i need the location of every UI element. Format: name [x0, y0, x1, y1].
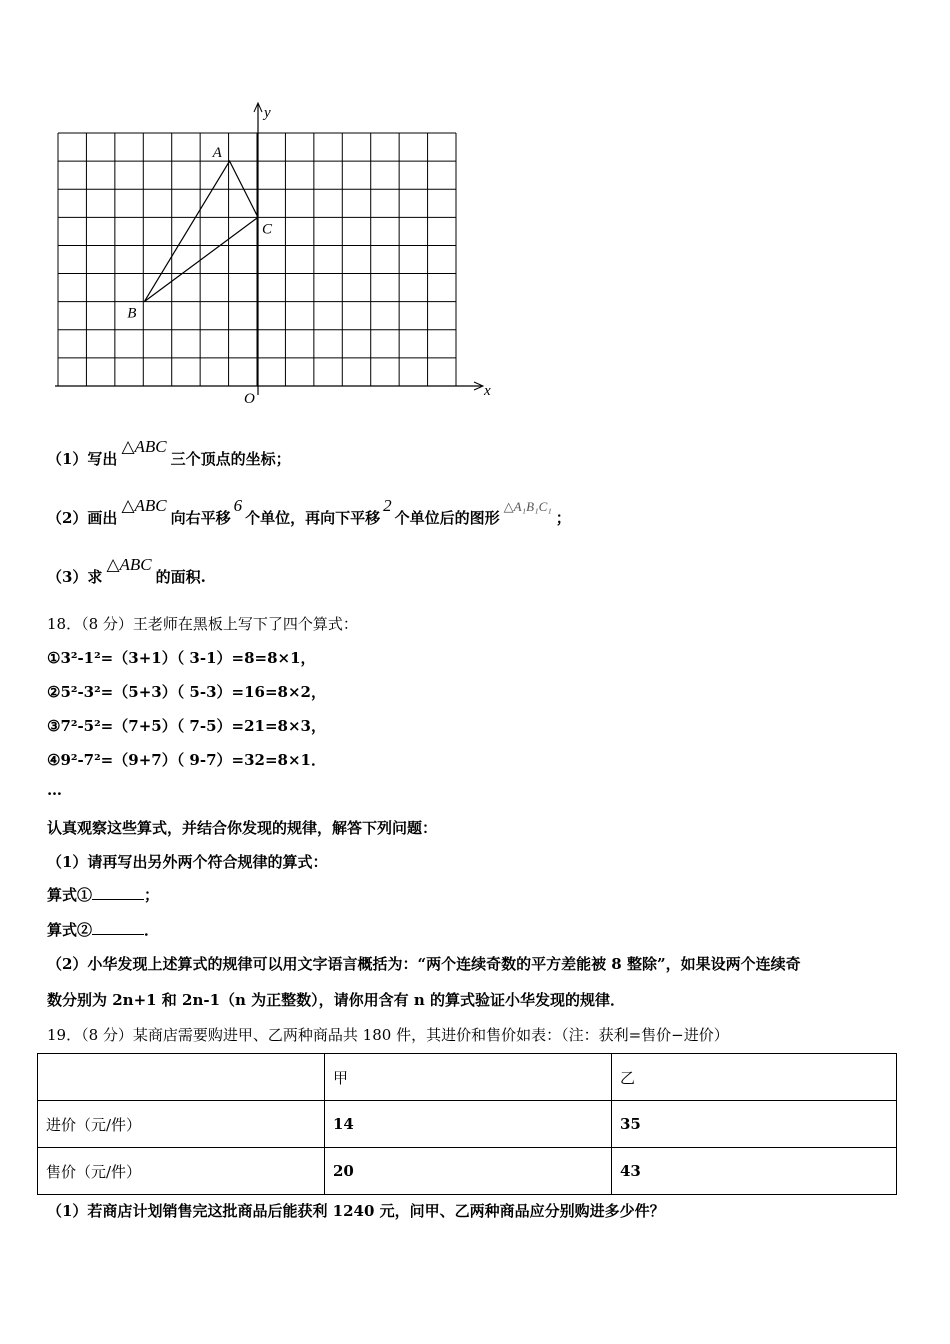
coordinate-grid-figure [0, 0, 950, 420]
price-table [37, 1053, 897, 1195]
table-cell-label: 售价（元/件） [38, 1148, 325, 1195]
q17-p2-number2: 2 [383, 496, 392, 515]
blank-1-end: ； [144, 886, 160, 904]
q17-part3 [47, 555, 206, 587]
y-axis-label: y [264, 105, 271, 121]
q17-p2-end: ； [555, 509, 571, 527]
table-cell: 35 [612, 1101, 897, 1148]
q17-p3-prefix: （3）求 [47, 568, 103, 586]
q19-heading: 19．（8 分）某商店需要购进甲、乙两种商品共 180 件，其进价和售价如表：（注：获利=售价−进价） [47, 1026, 729, 1044]
q18-intro: 认真观察这些算式，并结合你发现的规律，解答下列问题： [47, 819, 438, 837]
q17-p3-suffix: 的面积. [155, 568, 206, 586]
q18-ellipsis: … [47, 781, 62, 799]
table-cell: 14 [325, 1101, 612, 1148]
q18-part2-line2: 数分别为 2n+1 和 2n-1（n 为正整数），请你用含有 n 的算式验证小华发现的规律． [47, 991, 626, 1009]
table-cell: 43 [612, 1148, 897, 1195]
table-header-jia: 甲 [325, 1054, 612, 1101]
q17-p1-prefix: （1）写出 [47, 450, 118, 468]
q18-part2-line1: （2）小华发现上述算式的规律可以用文字语言概括为：“两个连续奇数的平方差能被 8 整除”，如果设两个连续奇 [47, 955, 801, 973]
table-cell [38, 1054, 325, 1101]
blank-1-label: 算式① [47, 886, 93, 904]
blank-2-end: ． [144, 921, 160, 939]
q17-part1 [47, 437, 291, 469]
triangle-symbol: △ABC [121, 496, 167, 515]
point-a-label: A [212, 145, 222, 162]
q17-p2-number1: 6 [233, 496, 243, 515]
q17-part2 [47, 496, 571, 528]
table-header-yi: 乙 [612, 1054, 897, 1101]
table-cell: 20 [325, 1148, 612, 1195]
q17-p2-text2: 个单位，再向下平移 [245, 509, 381, 527]
table-row [38, 1101, 897, 1148]
table-row [38, 1148, 897, 1195]
q19-part1: （1）若商店计划销售完这批商品后能获利 1240 元，问甲、乙两种商品应分别购进多少件？ [47, 1202, 665, 1220]
q17-p2-text1: 向右平移 [170, 509, 231, 527]
triangle-symbol: △ABC [106, 555, 152, 574]
blank-2-label: 算式② [47, 921, 93, 939]
q18-blank-1 [47, 884, 159, 905]
answer-blank-2[interactable] [92, 922, 144, 935]
q18-equation-3: ③7²-5²=（7+5）（ 7-5）=21=8×3， [47, 717, 326, 735]
q17-p2-prefix: （2）画出 [47, 509, 118, 527]
point-c-label: C [262, 221, 273, 238]
q17-p1-suffix: 三个顶点的坐标； [170, 450, 291, 468]
q17-p2-text3: 个单位后的图形 [394, 509, 500, 527]
answer-blank-1[interactable] [92, 887, 144, 900]
q18-part1: （1）请再写出另外两个符合规律的算式： [47, 853, 328, 871]
x-axis [55, 382, 483, 390]
table-cell-label: 进价（元/件） [38, 1101, 325, 1148]
triangle-a1b1c1-symbol: △A₁B₁C₁ [503, 499, 552, 514]
point-b-label: B [127, 305, 137, 322]
triangle-symbol: △ABC [121, 437, 167, 456]
origin-label: O [244, 391, 255, 407]
q18-equation-4: ④9²-7²=（9+7）（ 9-7）=32=8×1． [47, 751, 326, 769]
y-axis [254, 103, 262, 395]
q18-heading: 18．（8 分）王老师在黑板上写下了四个算式： [47, 615, 358, 633]
grid-lines [58, 133, 456, 386]
table-header-row [38, 1054, 897, 1101]
q18-equation-2: ②5²-3²=（5+3）（ 5-3）=16=8×2， [47, 683, 326, 701]
q18-blank-2 [47, 919, 159, 940]
q18-equation-1: ①3²-1²=（3+1）（ 3-1）=8=8×1， [47, 649, 316, 667]
x-axis-label: x [484, 383, 491, 399]
triangle-abc [144, 161, 258, 302]
